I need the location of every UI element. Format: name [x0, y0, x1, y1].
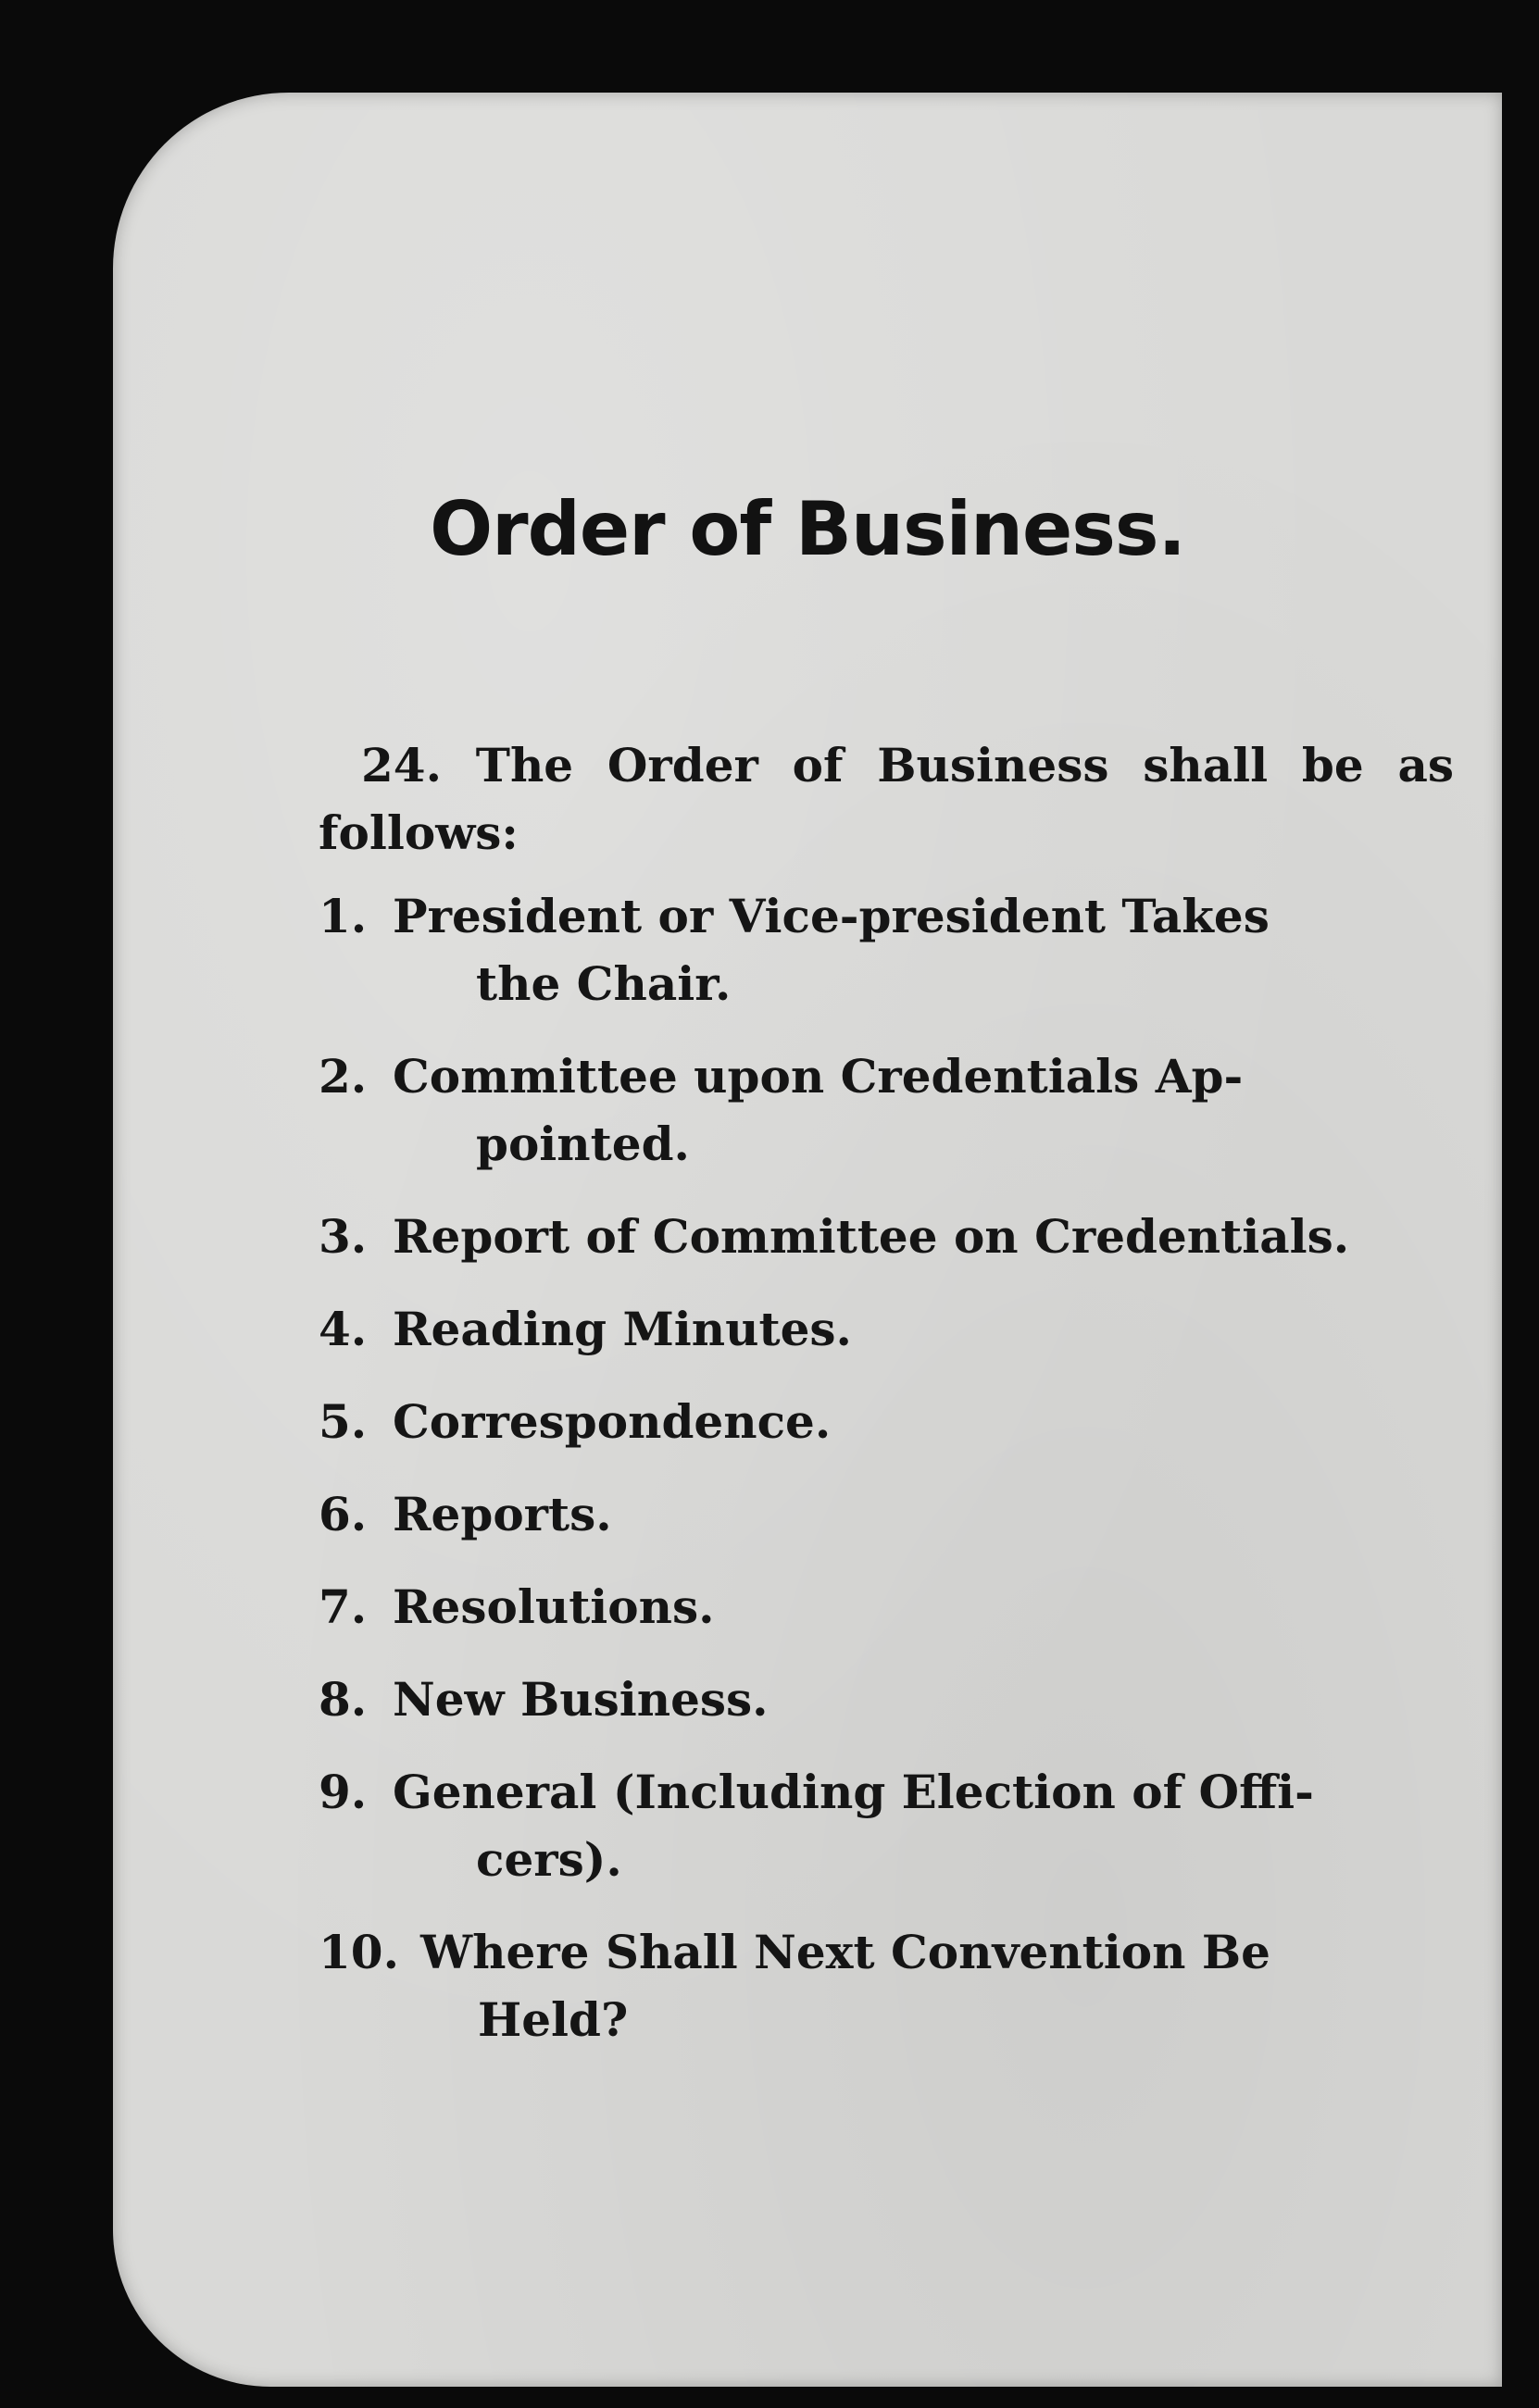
item-text-continuation: cers).: [476, 1832, 622, 1887]
item-number: 7.: [319, 1579, 368, 1634]
item-number: 8.: [319, 1672, 368, 1727]
item-text-line: Resolutions.: [393, 1579, 715, 1634]
item-text-line: Where Shall Next Convention Be: [420, 1925, 1270, 1979]
item-number: 10.: [319, 1925, 399, 1979]
list-item: [319, 1666, 1454, 1733]
item-text-line: General (Including Election of Offi-: [393, 1765, 1314, 1819]
document-page: [113, 93, 1502, 2387]
list-item: [319, 882, 1454, 1017]
list-item: [319, 1758, 1454, 1893]
item-text-line: President or Vice-president Takes: [393, 889, 1270, 943]
item-text: [420, 1918, 1454, 2053]
item-text-continuation: the Chair.: [476, 956, 732, 1011]
list-item: [319, 1388, 1454, 1455]
item-text-line: Committee upon Credentials Ap-: [393, 1049, 1244, 1104]
item-text: [393, 1666, 1454, 1733]
item-text: [393, 882, 1454, 1017]
item-text-line: Correspondence.: [393, 1394, 832, 1449]
list-item: [319, 1480, 1454, 1548]
item-text-line: Reports.: [393, 1487, 612, 1541]
list-item: [319, 1918, 1454, 2053]
item-number: 9.: [319, 1765, 368, 1819]
item-text-continuation: pointed.: [476, 1117, 690, 1171]
order-of-business-text: [319, 731, 1454, 2078]
list-item: [319, 1573, 1454, 1641]
list-item: [319, 1203, 1454, 1270]
item-text: [393, 1042, 1454, 1178]
list-item: [319, 1042, 1454, 1178]
item-number: 1.: [319, 889, 368, 943]
item-number: 2.: [319, 1049, 368, 1104]
item-text-line: Report of Committee on Credentials.: [393, 1209, 1350, 1264]
list-item: [319, 1295, 1454, 1363]
item-number: 5.: [319, 1394, 368, 1449]
item-text: [393, 1573, 1454, 1641]
item-text: [393, 1758, 1454, 1893]
item-text-line: New Business.: [393, 1672, 769, 1727]
item-number: 3.: [319, 1209, 368, 1264]
page-title: Order of Business.: [430, 486, 1185, 572]
item-number: 4.: [319, 1302, 368, 1356]
item-text: [393, 1203, 1454, 1270]
intro-paragraph: 24. The Order of Business shall be as follows:: [319, 738, 1454, 860]
item-number: 6.: [319, 1487, 368, 1541]
item-text: [393, 1388, 1454, 1455]
item-text: [393, 1480, 1454, 1548]
item-text-line: Reading Minutes.: [393, 1302, 852, 1356]
item-text: [393, 1295, 1454, 1363]
item-text-continuation: Held?: [478, 1992, 629, 2047]
